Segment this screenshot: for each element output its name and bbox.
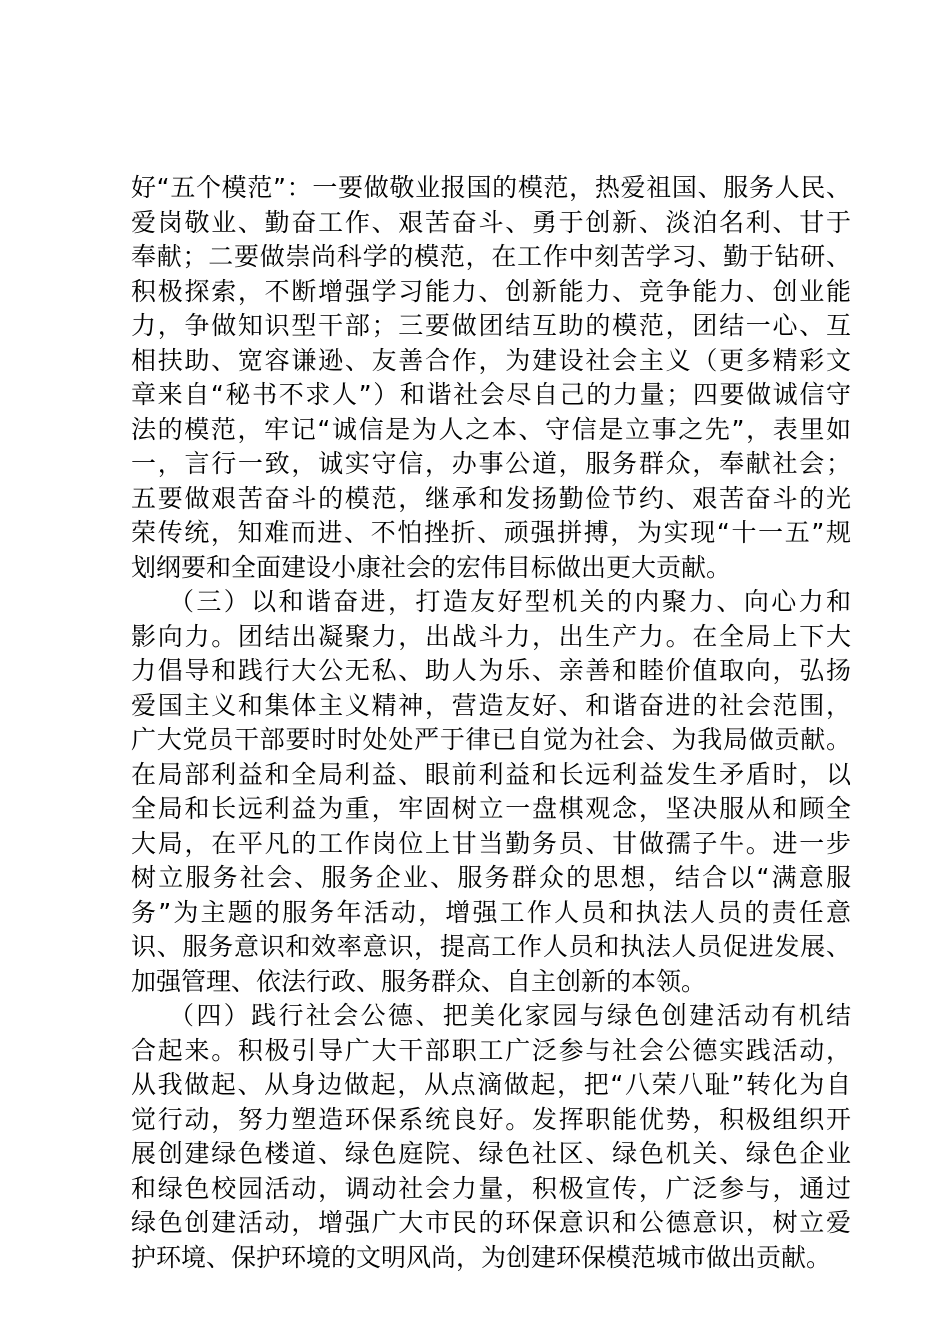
text-line: 划纲要和全面建设小康社会的宏伟目标做出更大贡献。 (131, 552, 732, 582)
text-line: 好“五个模范”：一要做敬业报国的模范，热爱祖国、服务人民、 (131, 173, 851, 202)
section-heading-line: （四）践行社会公德、把美化家园与绿色创建活动有机结 (169, 1001, 851, 1030)
text-line: 务”为主题的服务年活动，增强工作人员和执法人员的责任意 (131, 897, 851, 927)
text-line: 和绿色校园活动，调动社会力量，积极宣传，广泛参与，通过 (131, 1173, 851, 1203)
text-line: 从我做起、从身边做起，从点滴做起，把“八荣八耻”转化为自 (131, 1070, 851, 1099)
text-line: 绿色创建活动，增强广大市民的环保意识和公德意识，树立爱 (131, 1208, 851, 1237)
text-line: 识、服务意识和效率意识，提高工作人员和执法人员促进发展、 (131, 932, 851, 961)
text-line: 一，言行一致，诚实守信，办事公道，服务群众，奉献社会； (131, 449, 851, 478)
text-line: 力，争做知识型干部；三要做团结互助的模范，团结一心、互 (131, 311, 851, 340)
text-line: 在局部利益和全局利益、眼前利益和长远利益发生矛盾时，以 (131, 759, 851, 789)
text-line: 护环境、保护环境的文明风尚，为创建环保模范城市做出贡献。 (131, 1242, 832, 1272)
text-line: 合起来。积极引导广大干部职工广泛参与社会公德实践活动， (131, 1035, 851, 1065)
text-line: 影向力。团结出凝聚力，出战斗力，出生产力。在全局上下大 (131, 621, 851, 651)
text-line: 五要做艰苦奋斗的模范，继承和发扬勤俭节约、艰苦奋斗的光 (131, 483, 851, 513)
text-line: 相扶助、宽容谦逊、友善合作，为建设社会主义（更多精彩文 (131, 345, 851, 375)
text-line: 章来自“秘书不求人”）和谐社会尽自己的力量；四要做诚信守 (131, 380, 851, 409)
text-line: 爱国主义和集体主义精神，营造友好、和谐奋进的社会范围， (131, 690, 851, 720)
text-line: 树立服务社会、服务企业、服务群众的思想，结合以“满意服 (131, 863, 851, 892)
text-line: 荣传统，知难而进、不怕挫折、顽强拼搏，为实现“十一五”规 (131, 518, 851, 547)
text-line: 力倡导和践行大公无私、助人为乐、亲善和睦价值取向，弘扬 (131, 656, 851, 685)
text-line: 爱岗敬业、勤奋工作、艰苦奋斗、勇于创新、淡泊名利、甘于 (131, 207, 851, 237)
text-line: 展创建绿色楼道、绿色庭院、绿色社区、绿色机关、绿色企业 (131, 1139, 851, 1168)
text-line: 广大党员干部要时时处处严于律已自觉为社会、为我局做贡献。 (131, 725, 851, 754)
text-line: 奉献；二要做崇尚科学的模范，在工作中刻苦学习、勤于钻研、 (131, 242, 851, 271)
body-text (131, 171, 851, 1275)
text-line: 觉行动，努力塑造环保系统良好。发挥职能优势，积极组织开 (131, 1104, 851, 1134)
text-line: 积极探索，不断增强学习能力、创新能力、竞争能力、创业能 (131, 276, 851, 306)
text-line: 加强管理、依法行政、服务群众、自主创新的本领。 (131, 966, 707, 996)
text-line: 大局，在平凡的工作岗位上甘当勤务员、甘做孺子牛。进一步 (131, 828, 851, 858)
section-heading-line: （三）以和谐奋进，打造友好型机关的内聚力、向心力和 (169, 587, 851, 616)
text-line: 全局和长远利益为重，牢固树立一盘棋观念，坚决服从和顾全 (131, 794, 851, 823)
text-line: 法的模范，牢记“诚信是为人之本、守信是立事之先”，表里如 (131, 414, 851, 444)
